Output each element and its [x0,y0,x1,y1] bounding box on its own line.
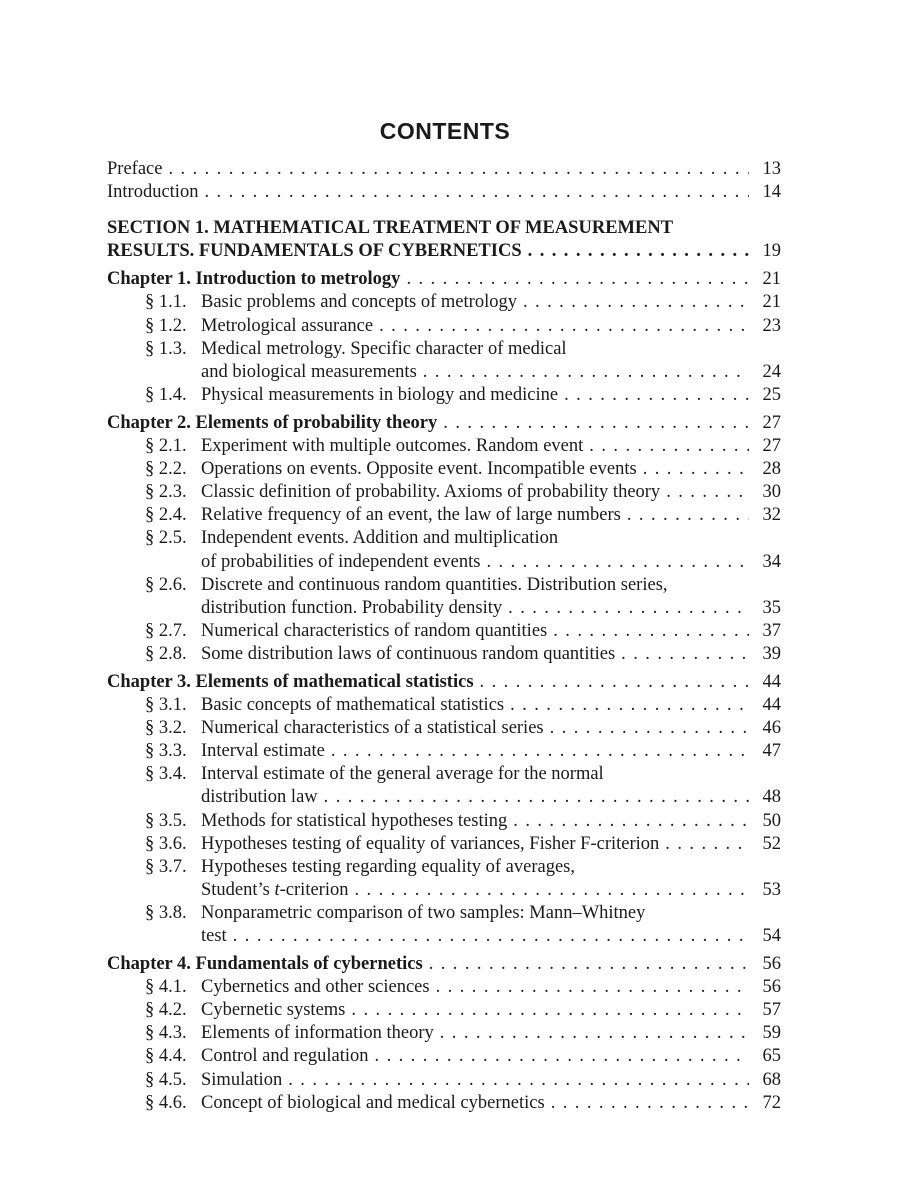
section-number: § 3.8. [145,902,187,923]
page-number: 27 [762,412,781,433]
toc-chapter-1[interactable] [107,268,781,291]
subsection-text-continued: distribution function. Probability density [201,597,503,618]
page-number: 21 [762,269,781,290]
page-number: 47 [762,741,781,762]
section-number: § 3.5. [145,810,201,833]
entry-text: Introduction [107,182,199,203]
page-number: 39 [762,643,781,664]
subsection-text-continued: of probabilities of independent events [201,551,481,572]
section-number: § 4.5. [145,1069,201,1092]
subsection-text: Interval estimate [201,741,325,762]
toc-subsection[interactable] [107,999,781,1022]
page-number: 52 [762,833,781,854]
page-number: 46 [762,718,781,739]
page-number: 56 [762,954,781,975]
section-number: § 2.2. [145,458,201,481]
page-number: 14 [762,182,781,203]
chapter-title: Chapter 1. Introduction to metrology [107,269,401,290]
subsection-text: Methods for statistical hypotheses testing [201,810,508,831]
section-number: § 3.3. [145,740,201,763]
toc-subsection[interactable] [107,879,781,902]
subsection-text: Nonparametric comparison of two samples: Mann–Whitney [201,902,646,923]
toc-subsection[interactable] [107,291,781,314]
toc-subsection[interactable] [107,620,781,643]
toc-subsection[interactable] [107,925,781,948]
subsection-text: Basic concepts of mathematical statistics [201,695,505,716]
subsection-text: Control and regulation [201,1046,369,1067]
subsection-text: Hypotheses testing of equality of variances, Fisher F-criterion [201,833,660,854]
subsection-text: Metrological assurance [201,315,374,336]
page-number: 23 [762,315,781,336]
toc-subsection[interactable] [107,1092,781,1115]
page-number: 27 [762,436,781,457]
toc-subsection-line1 [107,856,781,879]
toc-subsection-line1 [107,574,781,597]
toc-subsection[interactable] [107,740,781,763]
subsection-text: Hypotheses testing regarding equality of averages, [201,856,575,877]
subsection-text: Physical measurements in biology and medicine [201,384,559,405]
chapter-title: Chapter 4. Fundamentals of cybernetics [107,954,423,975]
entry-text: Preface [107,159,163,179]
page-number: 72 [762,1092,781,1113]
toc-subsection[interactable] [107,458,781,481]
subsection-text: Basic problems and concepts of metrology [201,292,517,313]
subsection-text: Numerical characteristics of a statistical series [201,718,544,739]
toc-subsection[interactable] [107,1045,781,1068]
subsection-text-continued: distribution law [201,787,318,808]
section-number: § 4.1. [145,976,201,999]
section-heading-line2: RESULTS. FUNDAMENTALS OF CYBERNETICS [107,241,522,262]
page-number: 19 [762,241,781,262]
page-number: 21 [762,292,781,313]
toc-chapter-4[interactable] [107,953,781,976]
page-number: 28 [762,459,781,480]
subsection-text: Relative frequency of an event, the law of large numbers [201,505,621,526]
page-number: 65 [762,1046,781,1067]
page-number: 25 [762,384,781,405]
subsection-text-continued: test [201,926,227,946]
chapters-list [107,263,781,1114]
toc-entry-preface[interactable] [107,158,781,181]
page-title: CONTENTS [379,118,511,144]
toc-subsection[interactable] [107,810,781,833]
subsection-text-continued: and biological measurements [201,361,417,382]
section-number: § 4.3. [145,1022,201,1045]
section-number: § 1.1. [145,291,201,314]
page-number: 56 [762,977,781,998]
section-number: § 4.6. [145,1092,201,1115]
subsection-text: Experiment with multiple outcomes. Random event [201,436,584,457]
page-number: 57 [762,1000,781,1021]
toc-subsection[interactable] [107,551,781,574]
page-number: 32 [762,505,781,526]
page-number: 59 [762,1023,781,1044]
page-number: 54 [762,926,781,946]
chapter-title: Chapter 2. Elements of probability theory [107,412,438,433]
subsection-text: Some distribution laws of continuous random quantities [201,643,616,664]
toc-subsection-line1 [107,338,781,361]
section-number: § 2.4. [145,504,201,527]
toc-subsection[interactable] [107,504,781,527]
section-number: § 1.3. [145,338,187,359]
section-number: § 3.7. [145,856,187,877]
toc-subsection[interactable] [107,1022,781,1045]
toc-subsection[interactable] [107,833,781,856]
subsection-text: Interval estimate of the general average for the normal [201,764,604,785]
page-number: 44 [762,671,781,692]
section-number: § 1.4. [145,384,201,407]
toc-subsection-line1 [107,902,781,925]
section-number: § 3.1. [145,694,201,717]
toc-subsection[interactable] [107,597,781,620]
toc-subsection[interactable] [107,694,781,717]
page-number: 13 [762,159,781,179]
toc-entry-introduction[interactable] [107,181,781,204]
subsection-text: Medical metrology. Specific character of medical [201,338,567,359]
toc-subsection[interactable] [107,435,781,458]
page-number: 50 [762,810,781,831]
subsection-text: Simulation [201,1069,283,1090]
toc-subsection[interactable] [107,643,781,666]
toc-subsection-line1 [107,763,781,786]
subsection-text: Independent events. Addition and multiplication [201,528,559,549]
subsection-text: Classic definition of probability. Axioms of probability theory [201,482,661,503]
chapter-title: Chapter 3. Elements of mathematical statistics [107,671,474,692]
subsection-text: Elements of information theory [201,1023,434,1044]
section-number: § 4.2. [145,999,201,1022]
toc-chapter-2[interactable] [107,412,781,435]
section-number: § 4.4. [145,1045,201,1068]
toc-subsection[interactable] [107,361,781,384]
page-number: 35 [762,597,781,618]
section-number: § 1.2. [145,315,201,338]
section-number: § 2.8. [145,643,201,666]
page-number: 53 [762,879,781,900]
toc-chapter-3[interactable] [107,671,781,694]
subsection-text: Cybernetic systems [201,1000,346,1021]
section-heading-line1: SECTION 1. MATHEMATICAL TREATMENT OF MEASUREMENT [107,218,674,239]
section-number: § 2.3. [145,481,201,504]
subsection-text-continued: Student’s t-criterion [201,879,349,900]
page-number: 48 [762,787,781,808]
toc-subsection[interactable] [107,315,781,338]
toc-subsection[interactable] [107,1069,781,1092]
page-number: 37 [762,620,781,641]
toc-subsection[interactable] [107,481,781,504]
page-number: 34 [762,551,781,572]
toc-subsection[interactable] [107,384,781,407]
toc-subsection[interactable] [107,786,781,809]
subsection-text: Discrete and continuous random quantities. Distribution series, [201,574,668,595]
subsection-text: Operations on events. Opposite event. Incompatible events [201,459,637,480]
toc-subsection[interactable] [107,717,781,740]
section-number: § 2.5. [145,528,187,549]
page-number: 30 [762,482,781,503]
section-number: § 3.2. [145,717,201,740]
section-number: § 2.1. [145,435,201,458]
subsection-text: Numerical characteristics of random quantities [201,620,548,641]
section-number: § 3.6. [145,833,201,856]
subsection-text: Concept of biological and medical cybernetics [201,1092,545,1113]
section-number: § 2.6. [145,574,187,595]
section-number: § 3.4. [145,764,187,785]
page-number: 44 [762,695,781,716]
toc-entry-section-1[interactable] [107,240,781,263]
page-number: 68 [762,1069,781,1090]
page-number: 24 [762,361,781,382]
subsection-text: Cybernetics and other sciences [201,977,430,998]
section-number: § 2.7. [145,620,201,643]
toc-subsection-line1 [107,527,781,550]
toc-subsection[interactable] [107,976,781,999]
table-of-contents [107,158,781,1115]
